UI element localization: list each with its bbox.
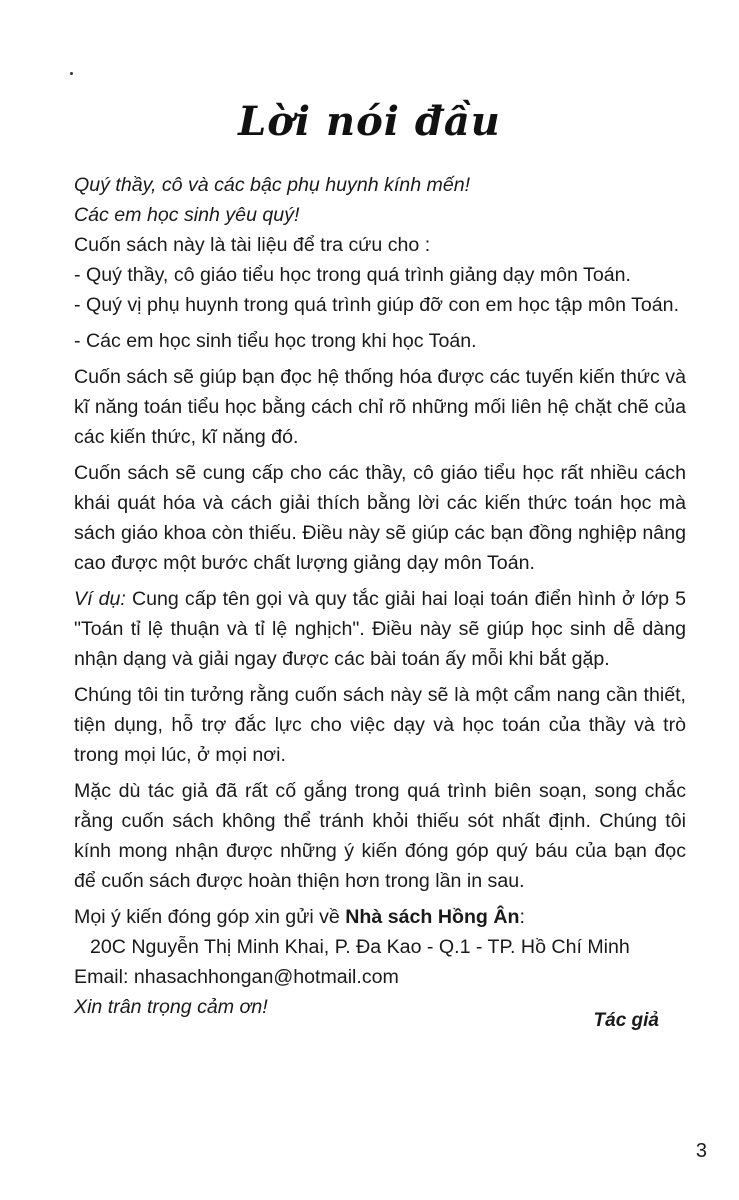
bullet-item: - Quý vị phụ huynh trong quá trình giúp đỡ con em học tập môn Toán. bbox=[74, 294, 680, 316]
paragraph-2: Cuốn sách sẽ cung cấp cho các thầy, cô giáo tiểu học rất nhiều cách khái quát hóa và cách giải thích bằng lời các kiến thức toán học mà sách giáo khoa còn thiếu. Điều này sẽ giúp các bạn đồng nghiệp nâng cao được một bước chất lượng giảng dạy môn Toán. bbox=[74, 462, 686, 574]
page-number: 3 bbox=[695, 1140, 707, 1162]
address-line: 20C Nguyễn Thị Minh Khai, P. Đa Kao - Q.1 - TP. Hồ Chí Minh bbox=[90, 936, 630, 958]
example-text: Cung cấp tên gọi và quy tắc giải hai loại toán điển hình ở lớp 5 "Toán tỉ lệ thuận và tỉ lệ nghịch". Điều này sẽ giúp học sinh dễ dàng nhận dạng và giải ngay được các bài toán ấy mỗi khi bắt gặp. bbox=[74, 588, 686, 670]
author-signature: Tác giả bbox=[593, 1010, 659, 1031]
contact-line bbox=[74, 902, 686, 932]
intro-line: Cuốn sách này là tài liệu để tra cứu cho : bbox=[74, 234, 431, 256]
paragraph-1: Cuốn sách sẽ giúp bạn đọc hệ thống hóa được các tuyến kiến thức và kĩ năng toán tiểu học bằng cách chỉ rõ những mối liên hệ chặt chẽ của các kiến thức, kĩ năng đó. bbox=[74, 366, 686, 448]
example-paragraph bbox=[74, 584, 686, 674]
bullet-item: - Quý thầy, cô giáo tiểu học trong quá trình giảng dạy môn Toán. bbox=[74, 264, 631, 286]
page-title: Lời nói đầu bbox=[238, 98, 501, 145]
email-line: Email: nhasachhongan@hotmail.com bbox=[74, 966, 399, 988]
example-label: Ví dụ: bbox=[74, 588, 126, 610]
publisher-name: Nhà sách Hồng Ân bbox=[345, 906, 520, 928]
paragraph-4: Mặc dù tác giả đã rất cố gắng trong quá trình biên soạn, song chắc rằng cuốn sách không thể tránh khỏi thiếu sót nhất định. Chúng tôi kính mong nhận được những ý kiến đóng góp quý báu của bạn đọc để cuốn sách được hoàn thiện hơn trong lần in sau. bbox=[74, 780, 686, 892]
preface-body bbox=[74, 170, 686, 1022]
bullet-item: - Các em học sinh tiểu học trong khi học Toán. bbox=[74, 330, 477, 352]
contact-suffix: : bbox=[519, 906, 525, 928]
paragraph-3: Chúng tôi tin tưởng rằng cuốn sách này sẽ là một cẩm nang cần thiết, tiện dụng, hỗ trợ đắc lực cho việc dạy và học toán của thầy và trò trong mọi lúc, ở mọi nơi. bbox=[74, 684, 686, 766]
greeting-line-1: Quý thầy, cô và các bậc phụ huynh kính mến! bbox=[74, 174, 471, 196]
greeting-line-2: Các em học sinh yêu quý! bbox=[74, 204, 300, 226]
closing-line: Xin trân trọng cảm ơn! bbox=[74, 996, 268, 1018]
contact-prefix: Mọi ý kiến đóng góp xin gửi về bbox=[74, 906, 346, 928]
speck-mark bbox=[70, 72, 73, 75]
